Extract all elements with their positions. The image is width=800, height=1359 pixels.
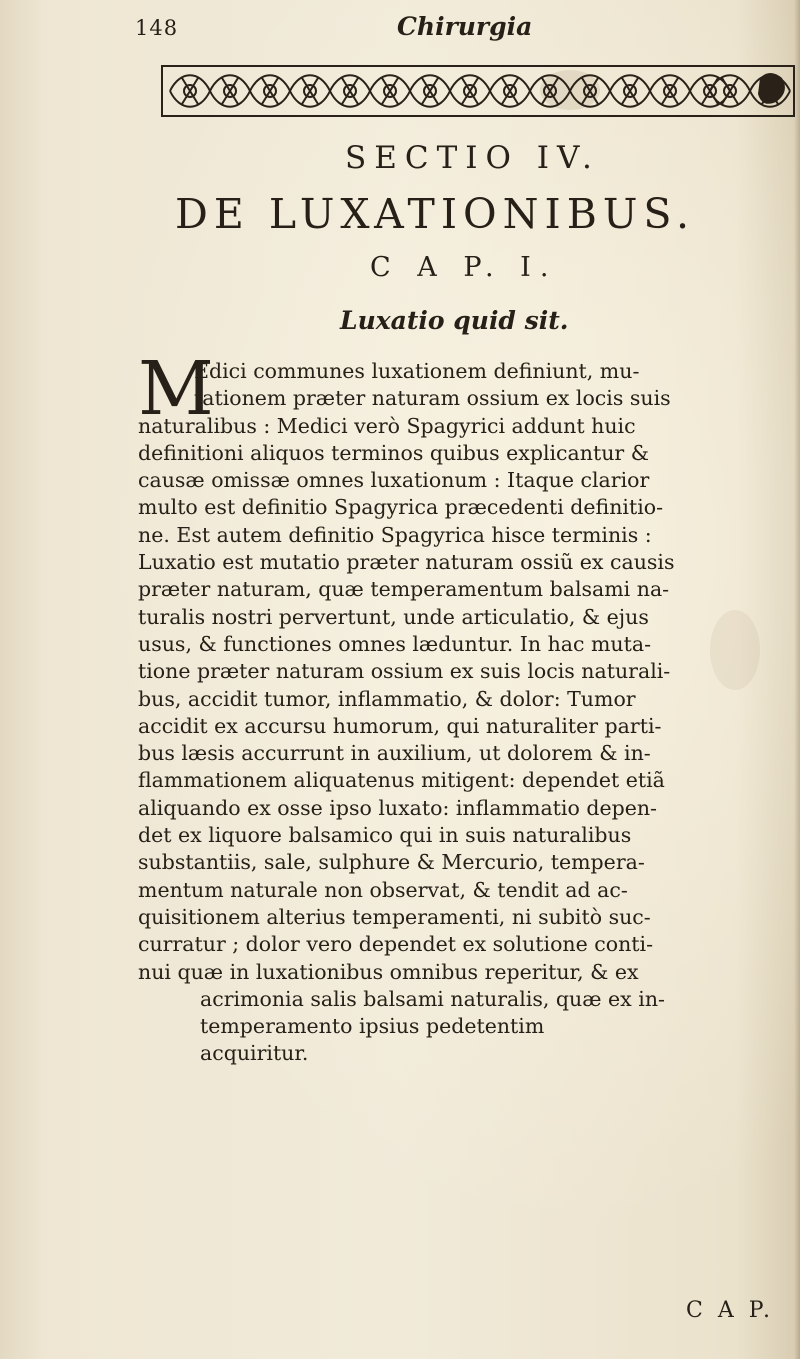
- text-line: ne. Est autem definitio Spagyrica hisce terminis :: [138, 522, 652, 547]
- chapter-subtitle: Luxatio quid sit.: [340, 306, 569, 335]
- floral-ornament-band: [160, 60, 800, 122]
- text-line: causæ omissæ omnes luxationum : Itaque clarior: [138, 468, 650, 493]
- running-title: Chirurgia: [397, 12, 533, 41]
- text-line: Edici communes luxationem definiunt, mu-: [194, 359, 640, 383]
- catchword: C A P.: [686, 1298, 775, 1323]
- text-line: mentum naturale non observat, & tendit ad ac-: [138, 877, 628, 902]
- text-line: accidit ex accursu humorum, qui naturaliter parti-: [138, 713, 662, 738]
- text-line: acrimonia salis balsami naturalis, quæ ex in-: [200, 986, 665, 1011]
- text-line: quisitionem alterius temperamenti, ni subitò suc-: [138, 904, 651, 929]
- text-line: det ex liquore balsamico qui in suis naturalibus: [138, 823, 632, 848]
- text-line: definitioni aliquos terminos quibus explicantur &: [138, 440, 649, 465]
- page-header: [135, 8, 635, 52]
- page-edge-shadow: [794, 0, 800, 1359]
- text-line: acquiritur.: [200, 1041, 309, 1066]
- page-number: 148: [135, 16, 179, 40]
- text-line: multo est definitio Spagyrica præcedenti definitio-: [138, 495, 664, 520]
- text-line: tationem præter naturam ossium ex locis suis: [194, 386, 671, 411]
- text-line: tione præter naturam ossium ex suis locis naturali-: [138, 659, 671, 684]
- body-text: [138, 346, 778, 1068]
- text-line: turalis nostri pervertunt, unde articulatio, & ejus: [138, 604, 649, 629]
- text-line: flammationem aliquatenus mitigent: dependet etiã: [138, 768, 665, 793]
- text-line: usus, & functiones omnes læduntur. In hac muta-: [138, 631, 652, 656]
- text-line: bus læsis accurrunt in auxilium, ut dolorem & in-: [138, 741, 651, 766]
- main-title: DE LUXATIONIBUS.: [175, 190, 696, 238]
- text-line: curratur ; dolor vero dependet ex solutione conti-: [138, 932, 654, 957]
- section-heading: SECTIO IV.: [345, 140, 600, 176]
- text-line: Luxatio est mutatio præter naturam ossiũ ex causis: [138, 550, 675, 575]
- text-line: præter naturam, quæ temperamentum balsami na-: [138, 577, 670, 602]
- text-line: substantiis, sale, sulphure & Mercurio, tempera-: [138, 850, 645, 875]
- text-line: naturalibus : Medici verò Spagyrici addunt huic: [138, 413, 636, 438]
- text-line: nui quæ in luxationibus omnibus reperitur, & ex: [138, 959, 639, 984]
- text-line: bus, accidit tumor, inflammatio, & dolor: Tumor: [138, 686, 636, 711]
- drop-cap: M: [138, 346, 214, 432]
- text-line: temperamento ipsius pedetentim: [200, 1014, 545, 1039]
- chapter-heading: C A P. I.: [370, 252, 558, 283]
- text-line: aliquando ex osse ipso luxato: inflammatio depen-: [138, 795, 657, 820]
